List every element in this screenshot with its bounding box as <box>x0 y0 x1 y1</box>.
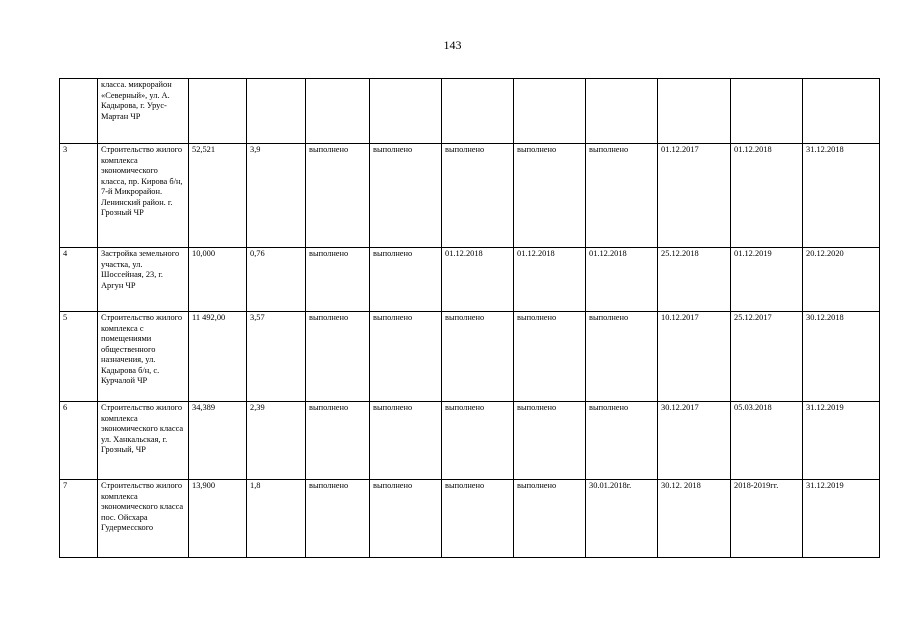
value-1: 10,000 <box>189 248 247 312</box>
status-2: выполнено <box>370 248 442 312</box>
status-5: выполнено <box>586 144 658 248</box>
date-3: 31.12.2019 <box>803 480 880 558</box>
value-2: 3,57 <box>247 312 306 402</box>
object-name: Строительство жилого комплекса экономического класса пос. Ойсхара Гудермесского <box>98 480 189 558</box>
date-2 <box>731 79 803 144</box>
row-number: 5 <box>60 312 98 402</box>
date-2: 01.12.2018 <box>731 144 803 248</box>
row-number: 3 <box>60 144 98 248</box>
status-4: выполнено <box>514 144 586 248</box>
date-2: 25.12.2017 <box>731 312 803 402</box>
date-1: 30.12.2017 <box>658 402 731 480</box>
row-number <box>60 79 98 144</box>
status-3: выполнено <box>442 480 514 558</box>
status-5 <box>586 79 658 144</box>
value-1: 13,900 <box>189 480 247 558</box>
status-2: выполнено <box>370 144 442 248</box>
status-3: 01.12.2018 <box>442 248 514 312</box>
date-1: 01.12.2017 <box>658 144 731 248</box>
object-name: Застройка земельного участка, ул. Шоссейная, 23, г. Аргун ЧР <box>98 248 189 312</box>
table-row <box>60 480 880 558</box>
date-3: 20.12.2020 <box>803 248 880 312</box>
status-3 <box>442 79 514 144</box>
status-3: выполнено <box>442 402 514 480</box>
data-table <box>59 78 880 558</box>
date-3: 31.12.2019 <box>803 402 880 480</box>
status-4: выполнено <box>514 402 586 480</box>
status-4 <box>514 79 586 144</box>
status-5: выполнено <box>586 312 658 402</box>
status-1 <box>306 79 370 144</box>
date-3: 30.12.2018 <box>803 312 880 402</box>
status-5: 01.12.2018 <box>586 248 658 312</box>
object-name: Строительство жилого комплекса экономического класса, пр. Кирова б/н, 7-й Микрорайон. Ленинский район. г. Грозный ЧР <box>98 144 189 248</box>
status-2: выполнено <box>370 480 442 558</box>
row-number: 7 <box>60 480 98 558</box>
table-row <box>60 402 880 480</box>
page-number: 143 <box>443 38 462 52</box>
status-1: выполнено <box>306 312 370 402</box>
value-1: 34,389 <box>189 402 247 480</box>
value-2: 1,8 <box>247 480 306 558</box>
status-3: выполнено <box>442 144 514 248</box>
status-4: выполнено <box>514 480 586 558</box>
date-1: 30.12. 2018 <box>658 480 731 558</box>
object-name: Строительство жилого комплекса с помещениями общественного назначения, ул. Кадырова б/н, с. Курчалой ЧР <box>98 312 189 402</box>
status-1: выполнено <box>306 144 370 248</box>
value-2: 0,76 <box>247 248 306 312</box>
row-number: 6 <box>60 402 98 480</box>
object-name: Строительство жилого комплекса экономического класса ул. Ханкальская, г. Грозный, ЧР <box>98 402 189 480</box>
status-3: выполнено <box>442 312 514 402</box>
table-row <box>60 144 880 248</box>
value-2: 3,9 <box>247 144 306 248</box>
status-2: выполнено <box>370 312 442 402</box>
object-name: класса. микрорайон «Северный», ул. А. Кадырова, г. Урус-Мартан ЧР <box>98 79 189 144</box>
status-1: выполнено <box>306 480 370 558</box>
value-2: 2,39 <box>247 402 306 480</box>
status-5: 30.01.2018г. <box>586 480 658 558</box>
date-2: 01.12.2019 <box>731 248 803 312</box>
status-2 <box>370 79 442 144</box>
value-1: 11 492,00 <box>189 312 247 402</box>
date-3 <box>803 79 880 144</box>
status-4: 01.12.2018 <box>514 248 586 312</box>
table-row <box>60 248 880 312</box>
date-2: 2018-2019гг. <box>731 480 803 558</box>
date-1: 25.12.2018 <box>658 248 731 312</box>
date-1 <box>658 79 731 144</box>
table-row <box>60 312 880 402</box>
value-2 <box>247 79 306 144</box>
value-1: 52,521 <box>189 144 247 248</box>
row-number: 4 <box>60 248 98 312</box>
date-1: 10.12.2017 <box>658 312 731 402</box>
table-row <box>60 79 880 144</box>
status-5: выполнено <box>586 402 658 480</box>
status-1: выполнено <box>306 402 370 480</box>
value-1 <box>189 79 247 144</box>
date-2: 05.03.2018 <box>731 402 803 480</box>
date-3: 31.12.2018 <box>803 144 880 248</box>
status-2: выполнено <box>370 402 442 480</box>
status-1: выполнено <box>306 248 370 312</box>
status-4: выполнено <box>514 312 586 402</box>
